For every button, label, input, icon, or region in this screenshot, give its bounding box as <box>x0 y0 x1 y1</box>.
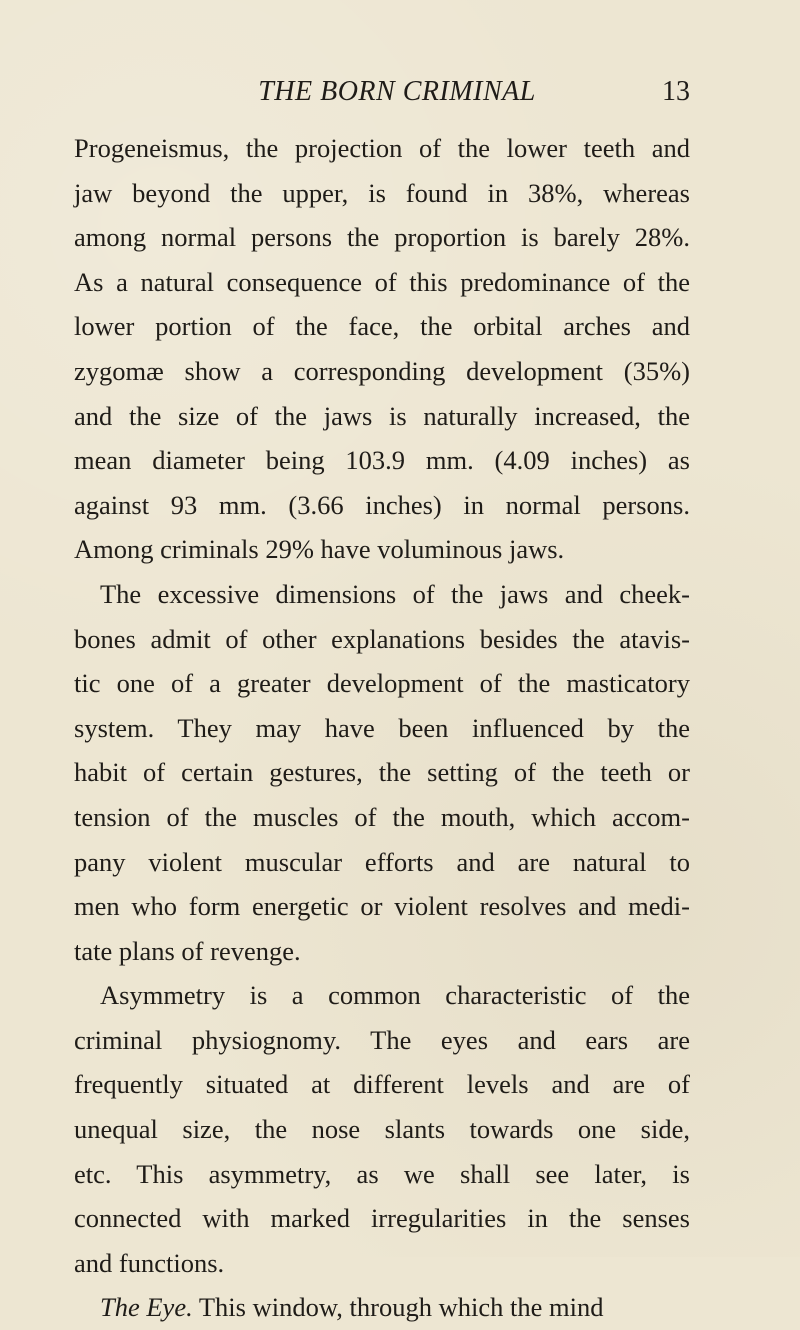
page-header <box>104 76 690 112</box>
text-line: criminal physiognomy. The eyes and ears are <box>74 1024 690 1055</box>
text-line: bones admit of other explanations besides the atavis- <box>74 623 690 654</box>
text-line: Progeneismus, the projection of the lower teeth and <box>74 133 690 163</box>
text-line: tate plans of revenge. <box>74 935 301 966</box>
text-line: unequal size, the nose slants towards one side, <box>74 1114 690 1145</box>
text-line: Among criminals 29% have voluminous jaws. <box>74 534 565 565</box>
text-line: The excessive dimensions of the jaws and cheek- <box>100 578 690 609</box>
text-line: habit of certain gestures, the setting of the teeth or <box>74 757 690 788</box>
text-line: against 93 mm. (3.66 inches) in normal persons. <box>74 489 690 520</box>
text-line: pany violent muscular efforts and are natural to <box>74 846 690 877</box>
text-line: frequently situated at different levels and are of <box>74 1069 690 1100</box>
text-line: system. They may have been influenced by the <box>74 712 690 743</box>
text-line: men who form energetic or violent resolves and medi- <box>74 891 690 922</box>
text-line: zygomæ show a corresponding development (35%) <box>74 355 690 386</box>
text-line: and the size of the jaws is naturally increased, the <box>74 400 690 431</box>
text-line: among normal persons the proportion is barely 28%. <box>74 222 690 253</box>
text-line: lower portion of the face, the orbital arches and <box>74 311 690 342</box>
body-text <box>74 126 690 1330</box>
text-line: and functions. <box>74 1247 225 1278</box>
running-title: THE BORN CRIMINAL <box>258 76 536 107</box>
section-heading-eye: The Eye. <box>100 1292 193 1323</box>
text-line: As a natural consequence of this predominance of the <box>74 266 690 297</box>
text-line: mean diameter being 103.9 mm. (4.09 inches) as <box>74 445 690 476</box>
text-line: connected with marked irregularities in the senses <box>74 1203 690 1234</box>
text-line: etc. This asymmetry, as we shall see later, is <box>74 1158 690 1189</box>
text-line: jaw beyond the upper, is found in 38%, whereas <box>74 177 690 208</box>
text-line <box>74 1285 690 1330</box>
text-line: tension of the muscles of the mouth, which accom- <box>74 801 690 832</box>
text-line: Asymmetry is a common characteristic of the <box>100 980 690 1011</box>
page-number: 13 <box>662 76 690 107</box>
text-fragment: This window, through which the mind <box>192 1292 604 1323</box>
text-line: tic one of a greater development of the masticatory <box>74 668 690 699</box>
